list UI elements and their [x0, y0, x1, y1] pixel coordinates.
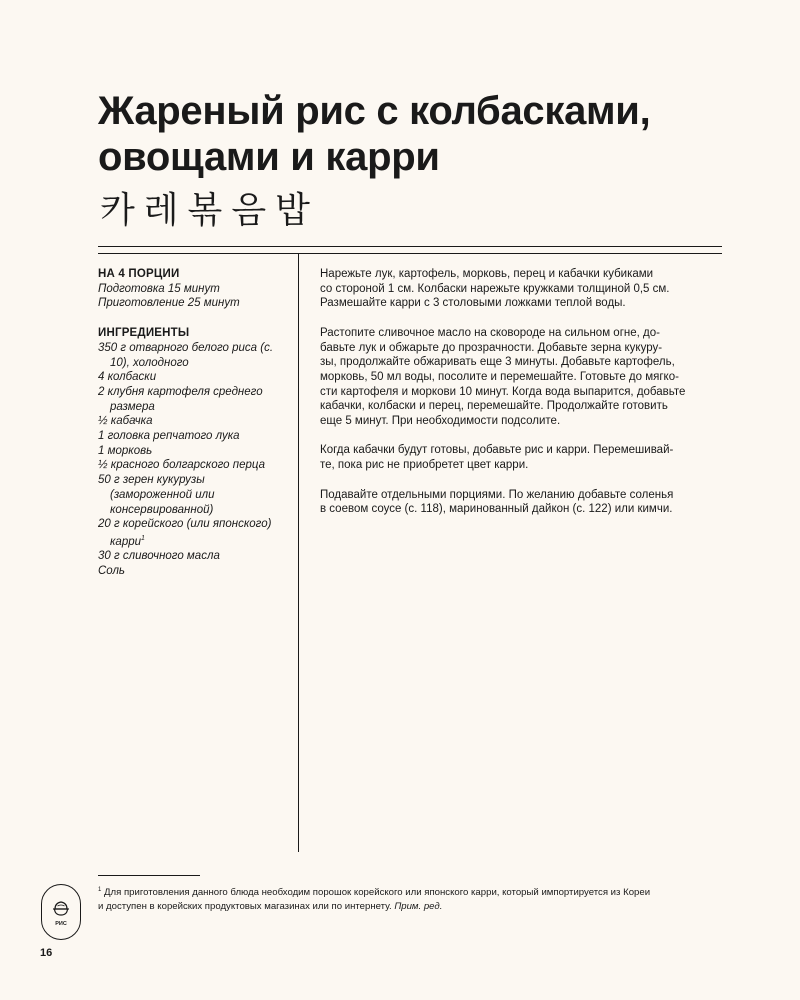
prep-time: Подготовка 15 минут [98, 282, 220, 295]
footnote-line-2 [98, 900, 738, 914]
ingredient-item-curry [98, 517, 288, 549]
footnote-line-1 [98, 883, 738, 900]
editor-note: Прим. ред. [394, 901, 443, 913]
step-line: морковь, 50 мл воды, посолите и перемешайте. Готовьте до мягко- [320, 370, 679, 383]
step-paragraph [320, 488, 725, 517]
ingredients-list [98, 341, 288, 579]
step-line: Когда кабачки будут готовы, добавьте рис и карри. Перемешивай- [320, 444, 674, 457]
column-divider [298, 254, 299, 852]
header-rule-bottom [98, 253, 722, 254]
step-line: в соевом соусе (с. 118), маринованный дайкон (с. 122) или кимчи. [320, 503, 673, 516]
step-line: Растопите сливочное масло на сковороде на сильном огне, до- [320, 326, 660, 339]
ingredient-item: ½ красного болгарского перца [98, 459, 265, 472]
page-number: 16 [40, 947, 53, 959]
recipe-sidebar [98, 267, 288, 579]
recipe-title [98, 88, 758, 180]
ingredient-item: Соль [98, 565, 125, 578]
step-line: еще 5 минут. При необходимости подсолите. [320, 415, 561, 428]
servings-heading: НА 4 ПОРЦИИ [98, 268, 180, 280]
footnote-number: 1 [98, 887, 102, 893]
footnote-marker: 1 [141, 534, 145, 542]
step-line: бавьте лук и обжарьте до прозрачности. Добавьте зерна кукуру- [320, 341, 663, 354]
step-line: Нарежьте лук, картофель, морковь, перец и кабачки кубиками [320, 268, 654, 280]
header-rule-top [98, 246, 722, 247]
ingredient-item: 350 г отварного белого риса (с. 10), холодного [98, 341, 274, 369]
section-badge [41, 884, 81, 940]
ingredient-item: 4 колбаски [98, 371, 157, 384]
ingredient-item: 2 клубня картофеля среднего размера [98, 385, 263, 413]
step-paragraph [320, 326, 725, 429]
ingredient-text: 20 г корейского (или японского) карри [98, 518, 272, 548]
ingredient-item: ½ кабачка [98, 415, 153, 428]
recipe-title-line-1: Жареный рис с колбасками, [98, 89, 651, 133]
ingredient-item: 1 головка репчатого лука [98, 430, 240, 443]
step-line: сти картофеля и моркови 10 минут. Когда вода выпарится, добавьте [320, 385, 686, 398]
step-paragraph [320, 267, 725, 311]
step-paragraph [320, 443, 725, 472]
ingredient-item: 50 г зерен кукурузы (замороженной или консервированной) [98, 474, 215, 516]
footnote-text-2: и доступен в корейских продуктовых магазинах или по интернету. [98, 901, 392, 913]
ingredients-heading: ИНГРЕДИЕНТЫ [98, 327, 190, 340]
ingredient-item: 30 г сливочного масла [98, 550, 220, 563]
footnote [98, 883, 738, 914]
step-line: кабачки, колбаски и перец, перемешайте. Продолжайте готовить [320, 400, 668, 413]
step-line: те, пока рис не приобретет цвет карри. [320, 459, 529, 472]
footnote-text-1: Для приготовления данного блюда необходим порошок корейского или японского карри, который импортируется из Кореи [104, 887, 651, 899]
step-line: со стороной 1 см. Колбаски нарежьте кружками толщиной 0,5 см. [320, 282, 670, 295]
rice-bowl-icon [51, 898, 71, 918]
section-badge-label: РИС [55, 921, 67, 927]
recipe-title-line-2: овощами и карри [98, 135, 440, 179]
step-line: Размешайте карри с 3 столовыми ложками теплой воды. [320, 297, 626, 310]
korean-title: 카레볶음밥 [100, 190, 319, 231]
step-line: зы, продолжайте обжаривать еще 3 минуты. Добавьте картофель, [320, 356, 675, 369]
footnote-rule [98, 875, 200, 876]
cook-time: Приготовление 25 минут [98, 297, 240, 310]
step-line: Подавайте отдельными порциями. По желанию добавьте соленья [320, 488, 674, 501]
ingredient-item: 1 морковь [98, 444, 153, 457]
recipe-steps [320, 267, 725, 532]
